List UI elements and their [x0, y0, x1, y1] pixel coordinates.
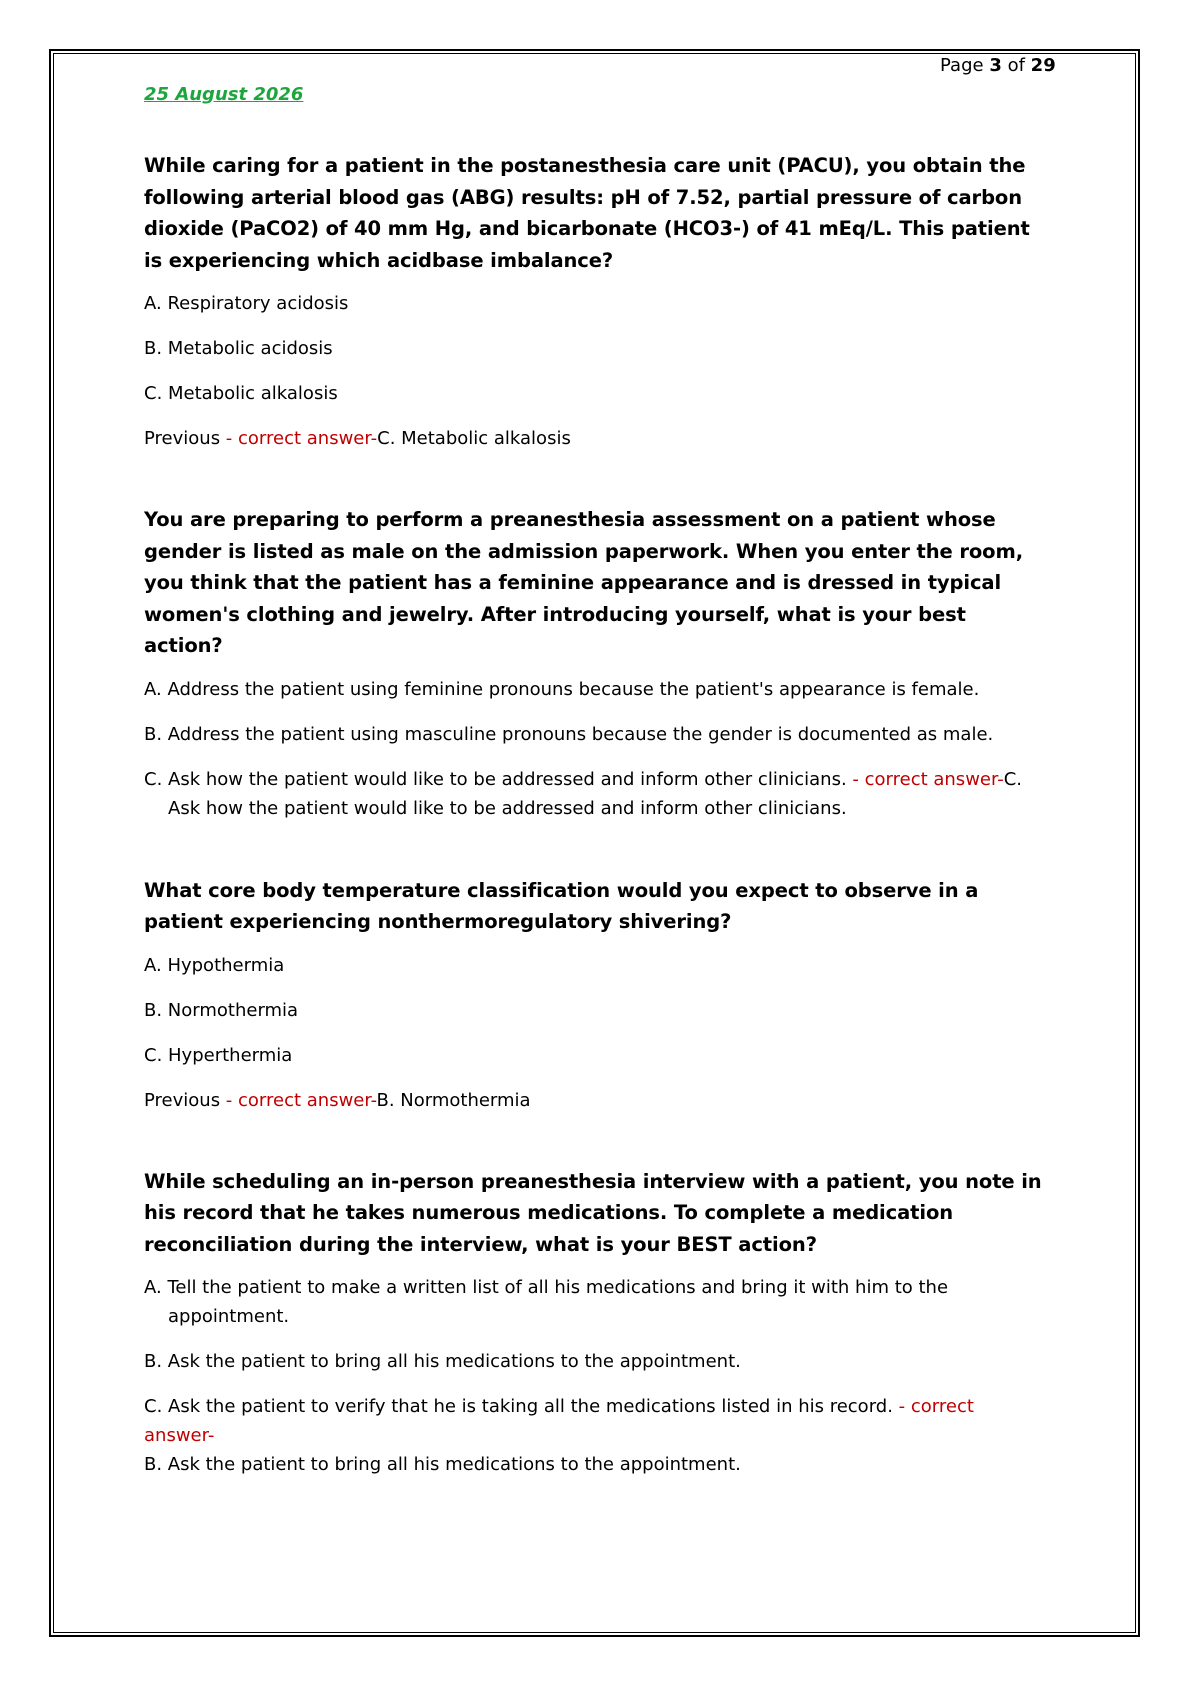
- option-b: B. Address the patient using masculine pronouns because the gender is documented as male.: [144, 723, 994, 745]
- question-text: While caring for a patient in the postanesthesia care unit (PACU), you obtain the following arterial blood gas (ABG) results: pH of 7.52, partial pressure of carbon dioxide (PaCO2) of 40 mm Hg, and bicarbonate (HCO3-) of 41 mEq/L. This patient is experiencing which acidbase imbalance?: [144, 154, 1030, 272]
- answer-text: C. Metabolic alkalosis: [377, 428, 571, 449]
- question-3: [144, 875, 1044, 1115]
- option-a: A. Tell the patient to make a written list of all his medications and bring it with him to the appointment.: [144, 1277, 949, 1327]
- question-list: [144, 150, 1044, 1495]
- option-a: A. Hypothermia: [144, 954, 285, 976]
- answer-text: C. Ask how the patient would like to be addressed and inform other clinicians.: [168, 768, 1023, 819]
- spacer: [144, 1115, 1044, 1166]
- answer-line: [144, 424, 1044, 453]
- option-a: A. Respiratory acidosis: [144, 293, 349, 314]
- option-c: C. Hyperthermia: [144, 1044, 293, 1066]
- question-text: What core body temperature classification would you expect to observe in a patient experiencing nonthermoregulatory shivering?: [144, 878, 979, 933]
- correct-answer-marker: - correct answer-: [225, 428, 378, 449]
- question-text: You are preparing to perform a preanesthesia assessment on a patient whose gender is listed as male on the admission paperwork. When you enter the room, you think that the patient has a feminine appearance and is dressed in typical women's clothing and jewelry. After introducing yourself, what is your best action?: [144, 508, 1023, 657]
- page-label: Page: [940, 55, 984, 76]
- correct-answer-marker: - correct answer-: [852, 768, 1004, 790]
- question-4: [144, 1166, 1044, 1480]
- option-c-with-answer: [144, 1392, 1044, 1479]
- page-number: [940, 54, 1056, 78]
- document-date: 25 August 2026: [144, 84, 304, 105]
- answer-text: B. Normothermia: [376, 1089, 531, 1111]
- correct-answer-marker: - correct answer-: [144, 1396, 974, 1446]
- page-current: 3: [989, 55, 1002, 76]
- answer-prefix: Previous: [144, 428, 226, 449]
- option-b: B. Ask the patient to bring all his medications to the appointment.: [144, 1351, 741, 1372]
- option-b: B. Normothermia: [144, 999, 299, 1021]
- option-c: C. Ask how the patient would like to be addressed and inform other clinicians.: [144, 768, 853, 790]
- correct-answer-marker: - correct answer-: [225, 1089, 377, 1111]
- question-2: [144, 504, 1044, 823]
- question-1: [144, 150, 1044, 453]
- question-text: While scheduling an in-person preanesthesia interview with a patient, you note in his record that he takes numerous medications. To complete a medication reconciliation during the interview, what is your BEST action?: [144, 1169, 1042, 1256]
- option-a: A. Address the patient using feminine pronouns because the patient's appearance is female.: [144, 678, 980, 700]
- option-c: C. Ask the patient to verify that he is taking all the medications listed in his record.: [144, 1396, 899, 1417]
- page-total: 29: [1030, 55, 1056, 76]
- option-c-with-answer: [144, 765, 1044, 823]
- answer-prefix: Previous: [144, 1089, 226, 1111]
- answer-text: B. Ask the patient to bring all his medications to the appointment.: [144, 1454, 741, 1475]
- option-b: B. Metabolic acidosis: [144, 338, 333, 359]
- answer-line: [144, 1086, 1044, 1115]
- spacer: [144, 453, 1044, 504]
- option-c: C. Metabolic alkalosis: [144, 383, 338, 404]
- page-of-label: of: [1007, 55, 1025, 76]
- spacer: [144, 839, 1044, 875]
